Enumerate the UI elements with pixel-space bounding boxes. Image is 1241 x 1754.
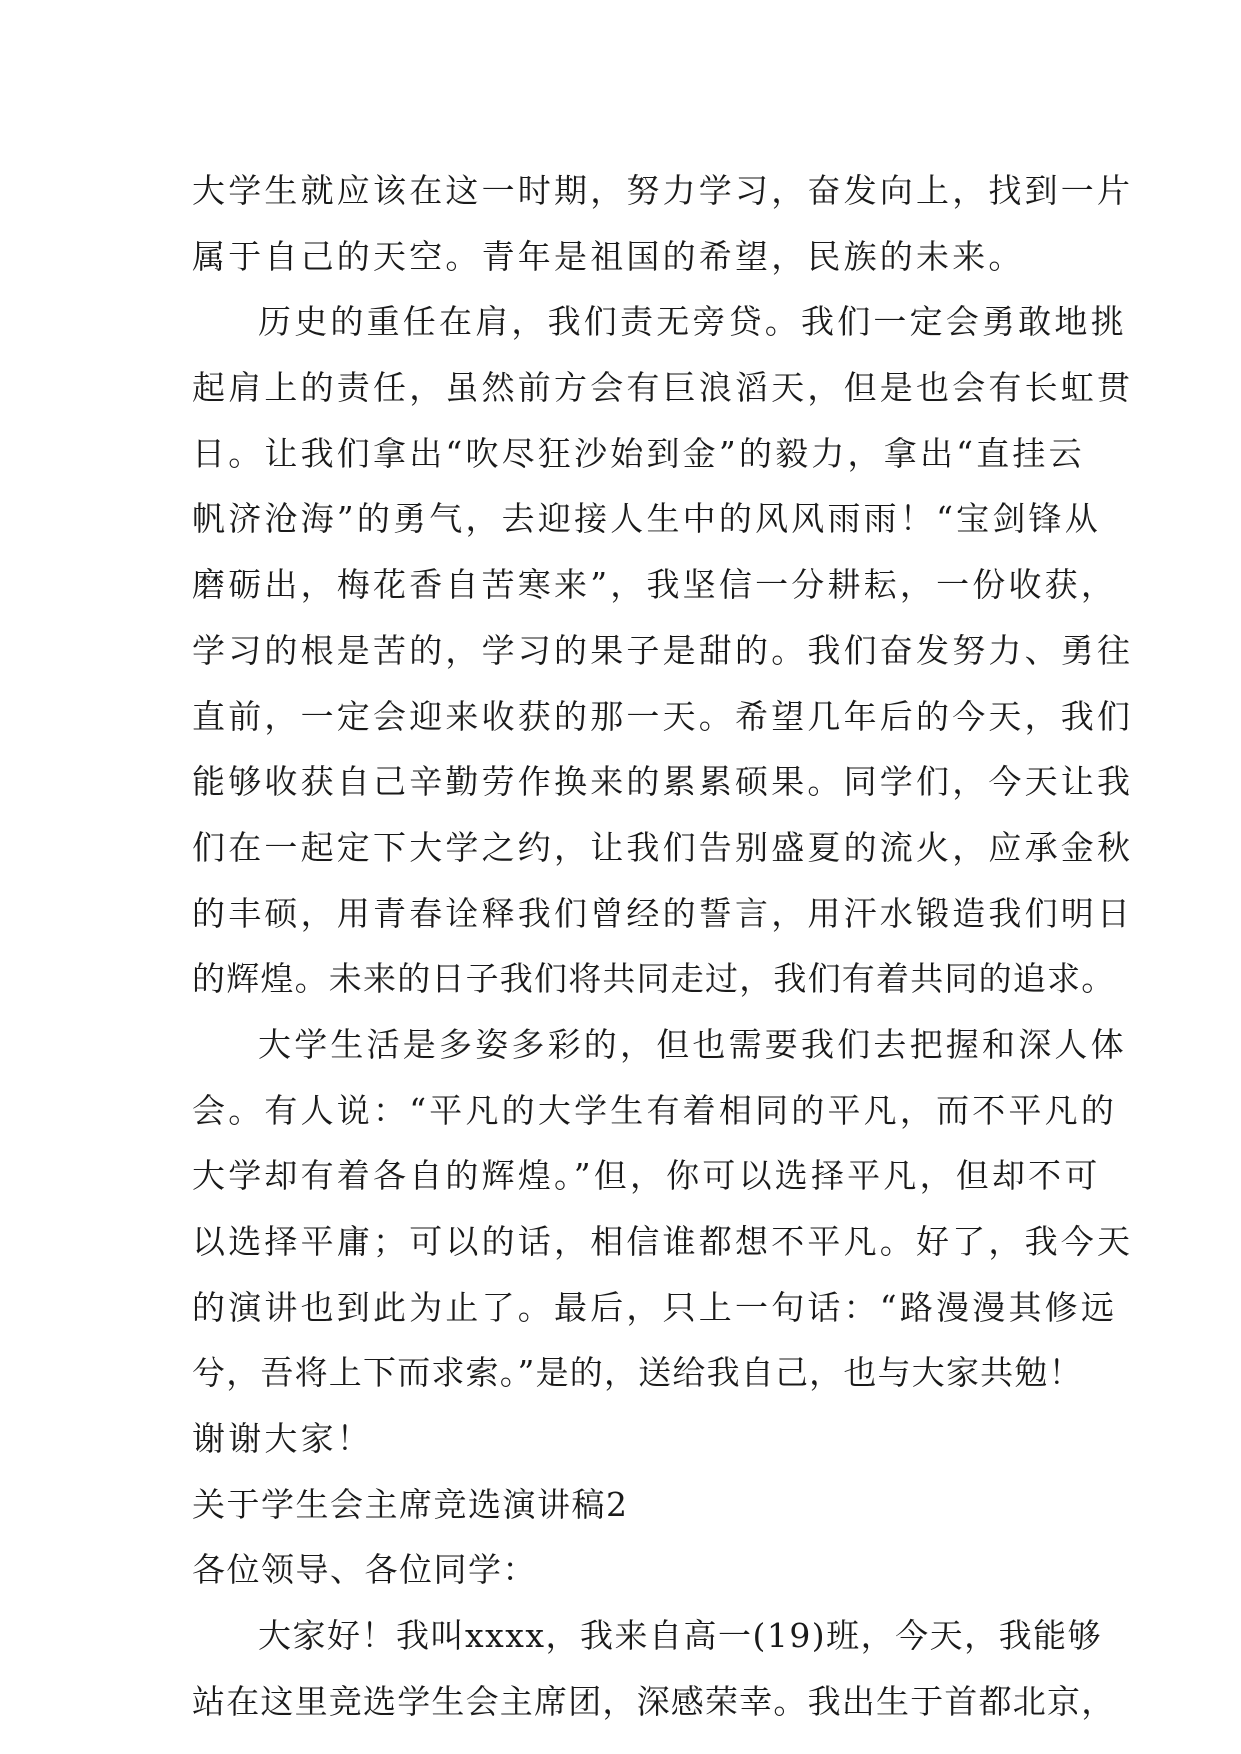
- body-line: 磨砺出，梅花香自苦寒来”，我坚信一分耕耘，一份收获，: [192, 565, 1118, 605]
- body-line: 的辉煌。未来的日子我们将共同走过，我们有着共同的追求。: [192, 959, 1116, 999]
- body-line: 直前，一定会迎来收获的那一天。希望几年后的今天，我们: [192, 696, 1134, 736]
- salutation: 各位领导、各位同学：: [192, 1550, 537, 1590]
- body-line: 的演讲也到此为止了。最后，只上一句话：“路漫漫其修远: [192, 1287, 1118, 1327]
- section-title: 关于学生会主席竞选演讲稿2: [192, 1484, 629, 1524]
- body-line: 会。有人说：“平凡的大学生有着相同的平凡，而不平凡的: [192, 1090, 1118, 1130]
- paragraph-start-line: 大家好！我叫xxxx，我来自高一(19)班，今天，我能够: [258, 1616, 1103, 1656]
- paragraph-start-line: 历史的重任在肩，我们责无旁贷。我们一定会勇敢地挑: [258, 302, 1127, 342]
- body-line: 大学生就应该在这一时期，努力学习，奋发向上，找到一片: [192, 171, 1134, 210]
- body-line: 们在一起定下大学之约，让我们告别盛夏的流火，应承金秋: [192, 827, 1134, 867]
- body-line: 兮，吾将上下而求索。”是的，送给我自己，也与大家共勉！: [192, 1353, 1083, 1393]
- body-line: 以选择平庸；可以的话，相信谁都想不平凡。好了，我今天: [192, 1222, 1134, 1261]
- body-line: 能够收获自己辛勤劳作换来的累累硕果。同学们，今天让我: [192, 762, 1134, 802]
- body-line: 属于自己的天空。青年是祖国的希望，民族的未来。: [192, 236, 1025, 276]
- body-line: 站在这里竞选学生会主席团，深感荣幸。我出生于首都北京，: [192, 1681, 1116, 1721]
- body-line: 的丰硕，用青春诠释我们曾经的誓言，用汗水锻造我们明日: [192, 893, 1134, 933]
- body-line: 帆济沧海”的勇气，去迎接人生中的风风雨雨！“宝剑锋从: [192, 499, 1101, 539]
- paragraph-start-line: 大学生活是多姿多彩的，但也需要我们去把握和深人体: [258, 1024, 1127, 1064]
- body-line: 大学却有着各自的辉煌。”但，你可以选择平凡，但却不可: [192, 1156, 1101, 1196]
- body-line: 日。让我们拿出“吹尽狂沙始到金”的毅力，拿出“直挂云: [192, 433, 1085, 473]
- body-line: 谢谢大家！: [192, 1419, 373, 1459]
- body-line: 起肩上的责任，虽然前方会有巨浪滔天，但是也会有长虹贯: [192, 368, 1134, 408]
- body-line: 学习的根是苦的，学习的果子是甜的。我们奋发努力、勇往: [192, 630, 1134, 670]
- document-body: [192, 158, 1134, 1735]
